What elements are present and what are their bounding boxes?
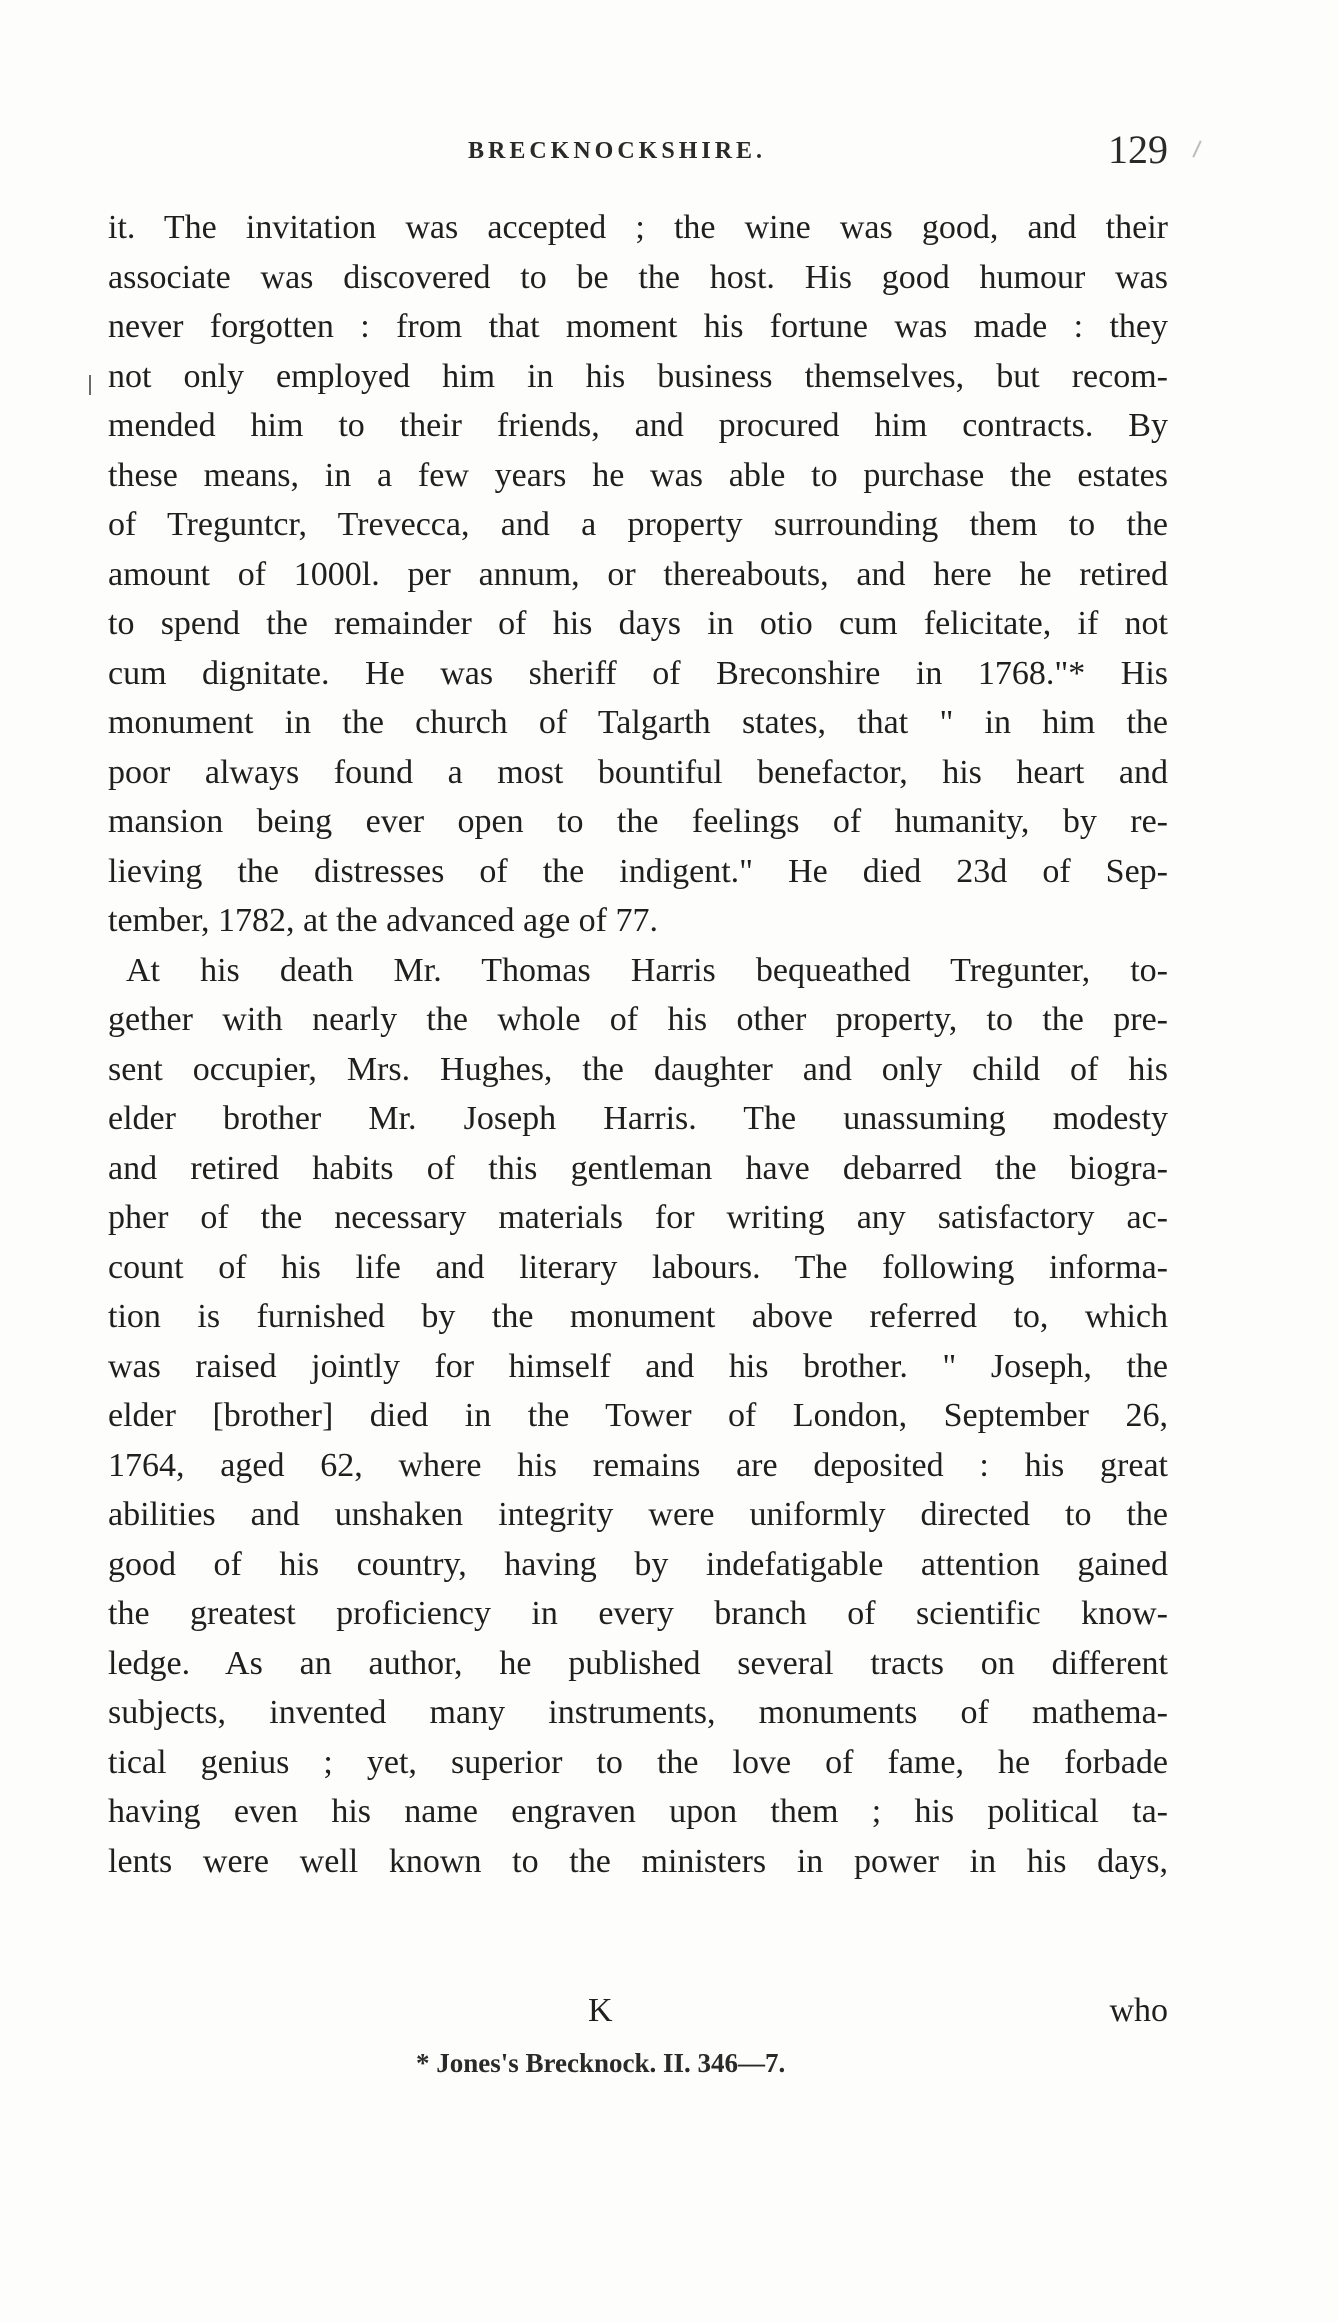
text-line: having even his name engraven upon them ; his political ta- xyxy=(108,1793,1168,1830)
text-line: it. The invitation was accepted ; the wine was good, and their xyxy=(108,209,1168,246)
text-line: not only employed him in his business themselves, but recom- xyxy=(108,357,1168,395)
page-number: 129 xyxy=(1108,127,1168,172)
running-head: BRECKNOCKSHIRE. xyxy=(468,138,767,164)
text-line: 1764, aged 62, where his remains are deposited : his great xyxy=(108,1446,1168,1484)
text-line: good of his country, having by indefatigable attention gained xyxy=(108,1545,1168,1583)
text-line: subjects, invented many instruments, monuments of mathema- xyxy=(108,1694,1168,1731)
text-line: never forgotten : from that moment his fortune was made : they xyxy=(108,308,1168,345)
text-line: count of his life and literary labours. The following informa- xyxy=(108,1248,1168,1286)
signature-mark: K xyxy=(588,1992,613,2029)
text-line: tical genius ; yet, superior to the love of fame, he forbade xyxy=(108,1743,1168,1781)
text-line: lents were well known to the ministers in power in his days, xyxy=(108,1842,1168,1880)
text-line: elder [brother] died in the Tower of London, September 26, xyxy=(108,1397,1168,1434)
margin-tick xyxy=(89,375,91,395)
stray-mark xyxy=(1192,140,1201,157)
body-text xyxy=(108,203,1168,1886)
text-line: elder brother Mr. Joseph Harris. The unassuming modesty xyxy=(108,1100,1168,1137)
text-line: mansion being ever open to the feelings of humanity, by re- xyxy=(108,803,1168,840)
text-line: abilities and unshaken integrity were uniformly directed to the xyxy=(108,1496,1168,1533)
text-line: tember, 1782, at the advanced age of 77. xyxy=(108,902,658,939)
text-line: gether with nearly the whole of his other property, to the pre- xyxy=(108,1001,1168,1038)
footnote: * Jones's Brecknock. II. 346—7. xyxy=(416,2048,786,2078)
text-line: and retired habits of this gentleman have debarred the biogra- xyxy=(108,1149,1168,1187)
text-line: poor always found a most bountiful benefactor, his heart and xyxy=(108,753,1168,791)
text-line: lieving the distresses of the indigent." He died 23d of Sep- xyxy=(108,852,1168,890)
text-line: was raised jointly for himself and his brother. " Joseph, the xyxy=(108,1347,1168,1385)
text-line: to spend the remainder of his days in otio cum felicitate, if not xyxy=(108,605,1168,642)
text-line: the greatest proficiency in every branch of scientific know- xyxy=(108,1595,1168,1632)
text-line: of Treguntcr, Trevecca, and a property surrounding them to the xyxy=(108,506,1168,543)
text-line: sent occupier, Mrs. Hughes, the daughter and only child of his xyxy=(108,1050,1168,1088)
text-line: associate was discovered to be the host. His good humour was xyxy=(108,258,1168,296)
text-line: monument in the church of Talgarth states, that " in him the xyxy=(108,704,1168,741)
text-line: these means, in a few years he was able to purchase the estates xyxy=(108,456,1168,494)
catchword-row xyxy=(108,1992,1168,2042)
catchword: who xyxy=(1109,1992,1168,2029)
page-header xyxy=(108,118,1168,178)
text-line: pher of the necessary materials for writing any satisfactory ac- xyxy=(108,1199,1168,1236)
text-line: tion is furnished by the monument above referred to, which xyxy=(108,1298,1168,1335)
text-line: ledge. As an author, he published several tracts on different xyxy=(108,1644,1168,1682)
text-line: amount of 1000l. per annum, or thereabouts, and here he retired xyxy=(108,555,1168,593)
text-line: cum dignitate. He was sheriff of Breconshire in 1768."* His xyxy=(108,654,1168,692)
text-line: mended him to their friends, and procured him contracts. By xyxy=(108,407,1168,444)
text-line: At his death Mr. Thomas Harris bequeathed Tregunter, to- xyxy=(126,951,1168,989)
